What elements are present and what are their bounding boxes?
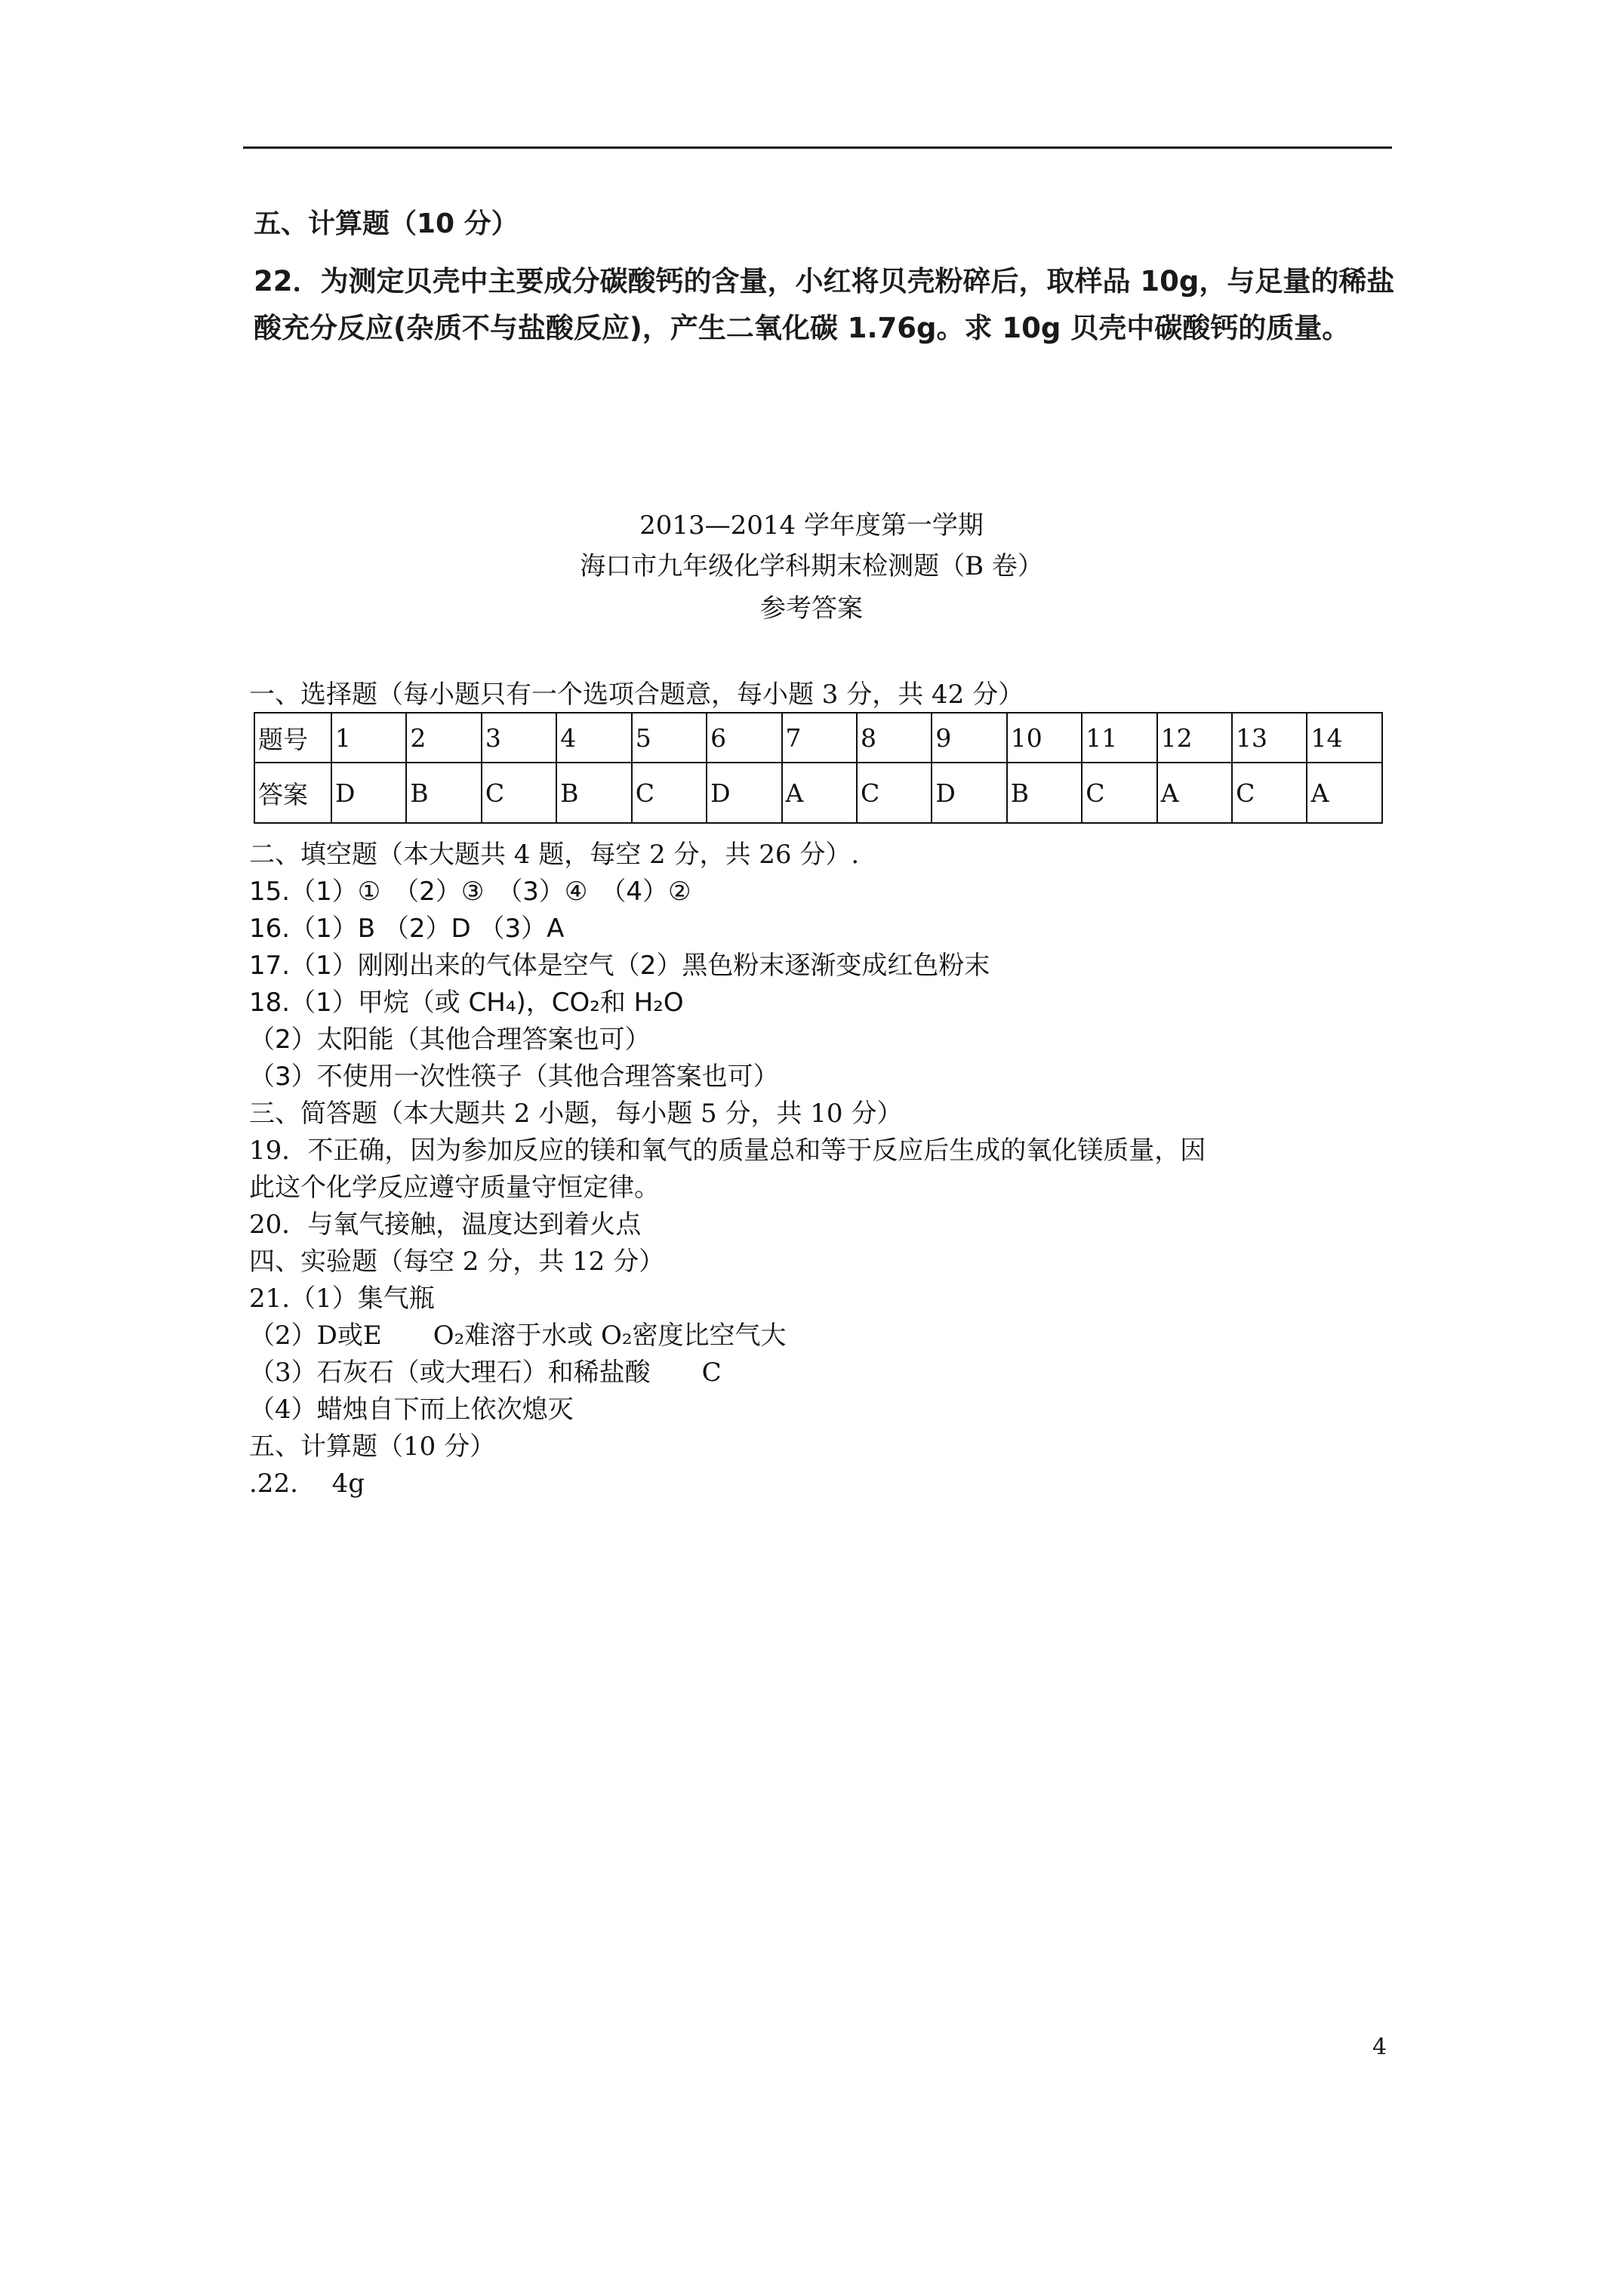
answer-18-part3: （3）不使用一次性筷子（其他合理答案也可） [249,1062,779,1092]
answer-table [254,712,1383,824]
page-number: 4 [1372,2034,1387,2060]
calc-section-heading: 五、计算题（10 分） [254,208,519,239]
section1-heading: 一、选择题（每小题只有一个选项合题意，每小题 3 分，共 42 分） [249,680,1024,710]
table-cell-answer: C [857,763,932,823]
answer-16: 16.（1）B （2）D （3）A [249,914,565,944]
table-cell-answer: B [1007,763,1082,823]
table-cell-number: 12 [1157,713,1232,763]
table-cell-answer: C [1232,763,1307,823]
section5-heading: 五、计算题（10 分） [249,1432,496,1462]
table-cell-number: 8 [857,713,932,763]
question-22-line-2: 酸充分反应(杂质不与盐酸反应)，产生二氧化碳 1.76g。求 10g 贝壳中碳酸钙的质量。 [254,312,1350,344]
table-cell-number: 5 [632,713,707,763]
answer-title-year: 2013—2014 学年度第一学期 [639,510,984,541]
answer-15: 15.（1）① （2）③ （3）④ （4）② [249,877,691,907]
table-cell-answer: B [406,763,481,823]
table-row-answers [254,763,1382,823]
table-cell-answer: D [331,763,406,823]
answer-18-part2: （2）太阳能（其他合理答案也可） [249,1025,651,1055]
table-header-number: 题号 [254,713,331,763]
table-cell-number: 6 [707,713,781,763]
answer-21-part1: 21.（1）集气瓶 [249,1284,435,1314]
section2-heading: 二、填空题（本大题共 4 题，每空 2 分，共 26 分）. [249,840,860,870]
table-cell-number: 7 [782,713,857,763]
table-cell-answer: A [1307,763,1382,823]
answer-21-part3: （3）石灰石（或大理石）和稀盐酸 C [249,1358,722,1388]
table-cell-answer: C [632,763,707,823]
section3-heading: 三、简答题（本大题共 2 小题，每小题 5 分，共 10 分） [249,1099,903,1129]
answer-title-ref: 参考答案 [760,593,863,624]
table-header-answer: 答案 [254,763,331,823]
table-cell-number: 13 [1232,713,1307,763]
table-cell-number: 9 [932,713,1006,763]
answer-20: 20．与氧气接触，温度达到着火点 [249,1210,642,1240]
header-rule [243,146,1392,149]
answer-21-part2: （2）D或E O₂难溶于水或 O₂密度比空气大 [249,1321,787,1351]
section4-heading: 四、实验题（每空 2 分，共 12 分） [249,1247,665,1277]
table-cell-number: 14 [1307,713,1382,763]
table-cell-answer: C [1082,763,1156,823]
table-row-numbers [254,713,1382,763]
question-22-line-1: 22．为测定贝壳中主要成分碳酸钙的含量，小红将贝壳粉碎后，取样品 10g，与足量的稀盐 [254,265,1395,297]
answer-21-part4: （4）蜡烛自下而上依次熄灭 [249,1395,574,1425]
table-cell-answer: D [932,763,1006,823]
table-cell-answer: D [707,763,781,823]
table-cell-number: 1 [331,713,406,763]
answer-18-part1: 18.（1）甲烷（或 CH₄)，CO₂和 H₂O [249,988,684,1018]
table-cell-number: 11 [1082,713,1156,763]
table-cell-number: 4 [556,713,631,763]
answer-19-line1: 19．不正确，因为参加反应的镁和氧气的质量总和等于反应后生成的氧化镁质量，因 [249,1136,1206,1166]
table-cell-answer: A [782,763,857,823]
table-cell-number: 3 [482,713,556,763]
table-cell-answer: B [556,763,631,823]
table-cell-answer: A [1157,763,1232,823]
table-cell-number: 2 [406,713,481,763]
answer-22: .22. 4g [249,1469,365,1499]
table-cell-answer: C [482,763,556,823]
table-cell-number: 10 [1007,713,1082,763]
answer-title-exam: 海口市九年级化学科期末检测题（B 卷） [580,551,1043,581]
answer-17: 17.（1）刚刚出来的气体是空气（2）黑色粉末逐渐变成红色粉末 [249,951,990,981]
answer-19-line2: 此这个化学反应遵守质量守恒定律。 [249,1173,660,1203]
